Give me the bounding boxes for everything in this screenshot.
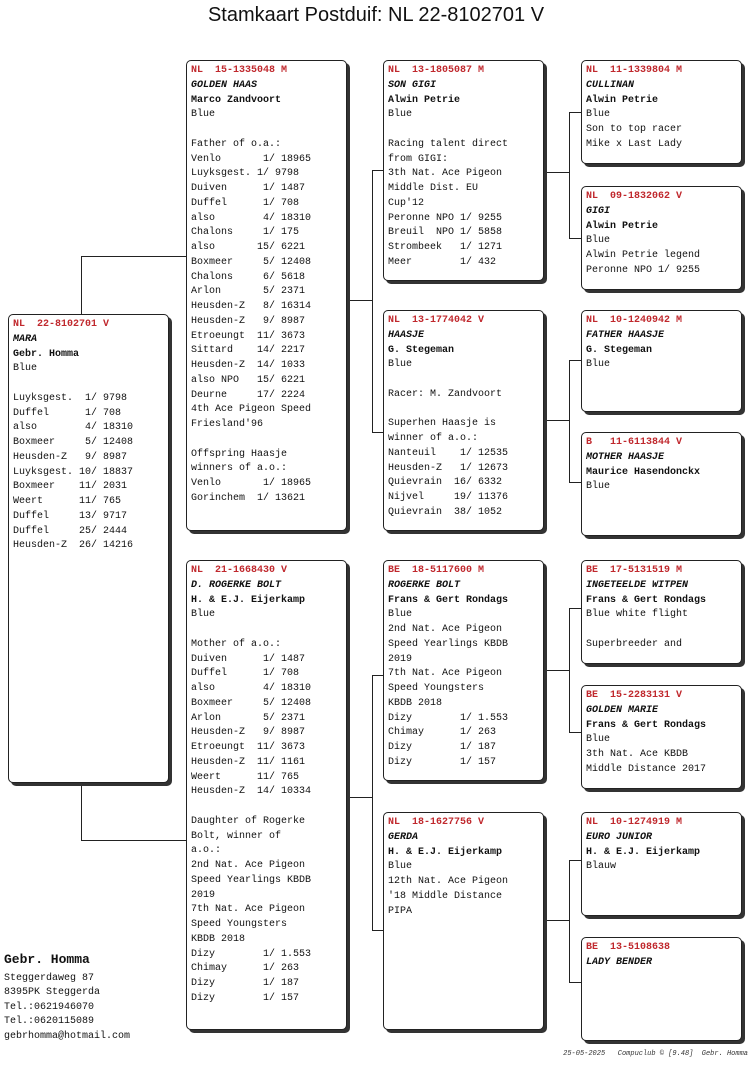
pedigree-card-fmm[interactable] — [581, 432, 742, 536]
card-line: Boxmeer 5/ 12408 — [191, 697, 312, 709]
card-line: Offspring Haasje — [191, 448, 288, 460]
card-line: 7th Nat. Ace Pigeon — [388, 668, 503, 680]
ring-number: NL 09-1832062 V — [586, 191, 683, 202]
pigeon-name: SON GIGI — [388, 79, 437, 91]
connector — [372, 170, 373, 432]
ring-number: NL 10-1240942 M — [586, 315, 683, 326]
connector — [544, 920, 569, 921]
breeder-name: Frans & Gert Rondags — [586, 719, 707, 731]
page-title: Stamkaart Postduif: NL 22-8102701 V — [207, 4, 545, 26]
card-line: also 4/ 18310 — [191, 683, 312, 694]
ring-number: NL 22-8102701 V — [13, 319, 110, 330]
breeder-name: Alwin Petrie — [586, 94, 659, 106]
breeder-name: G. Stegeman — [586, 344, 653, 356]
pedigree-card-mother-father[interactable] — [383, 560, 544, 781]
card-line: Deurne 17/ 2224 — [191, 389, 306, 401]
card-line: Heusden-Z 9/ 8987 — [13, 451, 128, 463]
card-line: Peronne NPO 1/ 9255 — [388, 212, 503, 224]
breeder-name: Frans & Gert Rondags — [388, 594, 509, 606]
card-line: Boxmeer 5/ 12408 — [191, 256, 312, 268]
ring-number: NL 21-1668430 V — [191, 565, 288, 576]
pedigree-card-fmf[interactable] — [581, 310, 742, 412]
connector — [81, 256, 186, 257]
ring-number: NL 11-1339804 M — [586, 65, 683, 76]
card-line: Heusden-Z 1/ 12673 — [388, 462, 509, 474]
card-line: Heusden-Z 11/ 1161 — [191, 756, 306, 768]
card-line: Blue — [586, 734, 611, 746]
card-line: Duiven 1/ 1487 — [191, 653, 306, 665]
card-line — [388, 123, 539, 138]
card-line: also 4/ 18310 — [191, 212, 312, 224]
owner-block — [4, 953, 130, 1044]
card-line: Blue — [388, 609, 413, 621]
ring-number: NL 10-1274919 M — [586, 817, 683, 828]
card-line: Breuil NPO 1/ 5858 — [388, 227, 503, 239]
card-line — [388, 403, 539, 418]
card-line: Speed Youngsters — [191, 919, 288, 930]
connector — [569, 608, 570, 732]
footer-credit: 25-05-2025 Compuclub © [9.48] Gebr. Homma — [563, 1050, 748, 1058]
card-line: Cup'12 — [388, 197, 425, 209]
card-line: Quievrain 38/ 1052 — [388, 506, 503, 518]
card-line: Meer 1/ 432 — [388, 256, 497, 268]
card-line: Dizy 1/ 187 — [191, 978, 300, 989]
card-line: Chimay 1/ 263 — [388, 727, 497, 739]
card-line: Blue — [586, 109, 611, 121]
card-line: Heusden-Z 26/ 14216 — [13, 540, 134, 552]
ring-number: BE 17-5131519 M — [586, 565, 683, 576]
card-line: Middle Distance 2017 — [586, 763, 707, 775]
pedigree-card-father[interactable] — [186, 60, 347, 531]
card-line: Heusden-Z 14/ 10334 — [191, 786, 312, 798]
card-line: Friesland'96 — [191, 419, 264, 430]
card-line: Heusden-Z 8/ 16314 — [191, 301, 312, 312]
pedigree-card-father-father[interactable] — [383, 60, 544, 281]
card-line: Racer: M. Zandvoort — [388, 388, 503, 400]
card-line: Daughter of Rogerke — [191, 815, 306, 827]
card-line: Sittard 14/ 2217 — [191, 345, 306, 357]
connector — [347, 797, 372, 798]
card-line: Venlo 1/ 18965 — [191, 478, 312, 489]
card-line: Speed Yearlings KBDB — [388, 638, 509, 650]
card-line: Alwin Petrie legend — [586, 250, 701, 261]
card-line: PIPA — [388, 905, 413, 917]
pigeon-name: LADY BENDER — [586, 956, 653, 968]
card-line: Heusden-Z 9/ 8987 — [191, 727, 306, 739]
card-line: Blue — [191, 109, 216, 121]
owner-email: gebrhomma@hotmail.com — [4, 1030, 131, 1042]
card-line: Duffel 25/ 2444 — [13, 525, 128, 537]
connector — [347, 300, 372, 301]
pedigree-card-mmf[interactable] — [581, 812, 742, 916]
card-line: Duffel 1/ 708 — [13, 407, 122, 419]
connector — [544, 172, 569, 173]
card-line: Blue — [388, 109, 413, 121]
ring-number: NL 13-1774042 V — [388, 315, 485, 326]
card-line — [586, 623, 737, 638]
card-line: Peronne NPO 1/ 9255 — [586, 264, 701, 276]
breeder-name: H. & E.J. Eijerkamp — [191, 594, 306, 606]
card-line: Duiven 1/ 1487 — [191, 183, 306, 194]
connector — [81, 256, 82, 314]
breeder-name: H. & E.J. Eijerkamp — [388, 846, 503, 858]
card-line: winner of a.o.: — [388, 433, 479, 444]
card-line: KBDB 2018 — [191, 933, 246, 945]
card-line: Weert 11/ 765 — [191, 771, 300, 783]
pedigree-card-father-mother[interactable] — [383, 310, 544, 531]
card-line — [191, 623, 342, 638]
card-line — [13, 377, 164, 392]
card-line: Chimay 1/ 263 — [191, 963, 300, 975]
connector — [372, 675, 373, 930]
ring-number: BE 15-2283131 V — [586, 690, 683, 701]
card-line: Weert 11/ 765 — [13, 496, 122, 507]
card-line: Mother of a.o.: — [191, 638, 282, 650]
card-line: Blue — [388, 861, 413, 873]
pigeon-name: ROGERKE BOLT — [388, 579, 461, 591]
card-line: 4th Ace Pigeon Speed — [191, 404, 312, 416]
breeder-name: G. Stegeman — [388, 344, 455, 356]
ring-number: BE 18-5117600 M — [388, 565, 485, 576]
ring-number: NL 13-1805087 M — [388, 65, 485, 76]
owner-line: Tel.:0621946070 — [4, 1001, 95, 1013]
pigeon-name: GIGI — [586, 205, 611, 217]
owner-line: Tel.:0620115089 — [4, 1016, 95, 1027]
pigeon-name: GOLDEN HAAS — [191, 79, 258, 91]
card-line — [388, 373, 539, 388]
pigeon-name: GERDA — [388, 831, 419, 843]
card-line: Nijvel 19/ 11376 — [388, 492, 509, 503]
breeder-name: Alwin Petrie — [586, 220, 659, 232]
card-line: Heusden-Z 14/ 1033 — [191, 360, 306, 371]
pigeon-name: FATHER HAASJE — [586, 329, 665, 341]
card-line: Chalons 6/ 5618 — [191, 271, 306, 283]
card-line: winners of a.o.: — [191, 463, 288, 475]
card-line: Dizy 1/ 157 — [191, 992, 300, 1004]
card-line: Venlo 1/ 18965 — [191, 153, 312, 165]
card-line: Speed Youngsters — [388, 683, 485, 694]
card-line: 7th Nat. Ace Pigeon — [191, 904, 306, 916]
card-line: also 4/ 18310 — [13, 422, 134, 434]
card-line: Dizy 1/ 187 — [388, 742, 497, 753]
breeder-name: Alwin Petrie — [388, 94, 461, 106]
card-line: Blauw — [586, 861, 617, 873]
card-line: KBDB 2018 — [388, 697, 443, 709]
card-line: Boxmeer 11/ 2031 — [13, 481, 128, 493]
ring-number: BE 13-5108638 — [586, 942, 671, 953]
card-line: Gorinchem 1/ 13621 — [191, 492, 306, 504]
card-line: Superbreeder and — [586, 638, 683, 650]
pigeon-name: EURO JUNIOR — [586, 831, 653, 843]
card-line: Strombeek 1/ 1271 — [388, 242, 503, 253]
pigeon-name: HAASJE — [388, 329, 425, 341]
card-line: Racing talent direct — [388, 138, 509, 150]
card-line: Luyksgest. 1/ 9798 — [191, 168, 300, 180]
pedigree-card-mother-mother[interactable] — [383, 812, 544, 1030]
pedigree-card-fff[interactable] — [581, 60, 742, 164]
card-line — [191, 433, 342, 448]
card-line: Son to top racer — [586, 124, 683, 135]
card-line: also NPO 15/ 6221 — [191, 374, 306, 386]
ring-number: NL 15-1335048 M — [191, 65, 288, 76]
pedigree-card-mother[interactable] — [186, 560, 347, 1030]
pedigree-card-mff[interactable] — [581, 560, 742, 664]
card-line: Boxmeer 5/ 12408 — [13, 437, 134, 448]
card-line: Blue white flight — [586, 609, 689, 621]
pigeon-name: MOTHER HAASJE — [586, 451, 665, 463]
card-line: Speed Yearlings KBDB — [191, 874, 312, 886]
card-line: Arlon 5/ 2371 — [191, 712, 306, 724]
card-line: 2nd Nat. Ace Pigeon — [191, 860, 306, 871]
pigeon-name: D. ROGERKE BOLT — [191, 579, 282, 591]
card-line: 3th Nat. Ace KBDB — [586, 749, 689, 760]
card-line: Blue — [586, 481, 611, 493]
connector — [569, 360, 570, 482]
owner-name: Gebr. Homma — [4, 952, 90, 967]
card-line: Blue — [191, 609, 216, 621]
card-line: 2019 — [388, 653, 413, 665]
ring-number: NL 18-1627756 V — [388, 817, 485, 828]
card-line: Luyksgest. 1/ 9798 — [13, 392, 128, 404]
card-line: Bolt, winner of — [191, 830, 282, 842]
ring-number: B 11-6113844 V — [586, 437, 683, 448]
card-line: from GIGI: — [388, 153, 449, 165]
card-line: Chalons 1/ 175 — [191, 227, 300, 239]
card-line: Mike x Last Lady — [586, 138, 683, 150]
card-line: Blue — [13, 363, 38, 375]
card-line: Duffel 1/ 708 — [191, 668, 300, 680]
pigeon-name: GOLDEN MARIE — [586, 704, 659, 716]
card-line: Superhen Haasje is — [388, 418, 497, 430]
pedigree-card-mmm[interactable] — [581, 937, 742, 1041]
pedigree-card-subject[interactable] — [8, 314, 169, 783]
pigeon-name: MARA — [13, 333, 38, 345]
card-line: 2nd Nat. Ace Pigeon — [388, 624, 503, 635]
card-line: Quievrain 16/ 6332 — [388, 477, 503, 489]
card-line: Etroeungt 11/ 3673 — [191, 330, 306, 342]
card-line: Etroeungt 11/ 3673 — [191, 742, 306, 753]
card-line: Middle Dist. EU — [388, 183, 479, 194]
card-line: 12th Nat. Ace Pigeon — [388, 876, 509, 887]
card-line: Duffel 13/ 9717 — [13, 510, 128, 522]
connector — [569, 860, 570, 982]
pigeon-name: INGETEELDE WITPEN — [586, 579, 689, 591]
owner-line: 8395PK Steggerda — [4, 987, 101, 998]
card-line: '18 Middle Distance — [388, 890, 503, 902]
card-line — [191, 123, 342, 138]
card-line: Blue — [586, 359, 611, 371]
pigeon-name: CULLINAN — [586, 79, 635, 91]
breeder-name: Frans & Gert Rondags — [586, 594, 707, 606]
owner-line: Steggerdaweg 87 — [4, 972, 95, 984]
card-line: Dizy 1/ 1.553 — [191, 948, 312, 960]
breeder-name: Gebr. Homma — [13, 348, 80, 360]
card-line — [191, 800, 342, 815]
card-line: Duffel 1/ 708 — [191, 197, 300, 209]
card-line: 3th Nat. Ace Pigeon — [388, 168, 503, 180]
connector — [81, 783, 82, 840]
connector — [544, 670, 569, 671]
card-line: a.o.: — [191, 845, 222, 857]
card-line: Blue — [586, 235, 611, 247]
breeder-name: Maurice Hasendonckx — [586, 466, 701, 478]
card-line: Arlon 5/ 2371 — [191, 286, 306, 298]
connector — [81, 840, 186, 841]
breeder-name: Marco Zandvoort — [191, 94, 282, 106]
card-line: Dizy 1/ 1.553 — [388, 712, 509, 724]
card-line: Blue — [388, 359, 413, 371]
pedigree-card-ffm[interactable] — [581, 186, 742, 290]
card-line: Dizy 1/ 157 — [388, 756, 497, 768]
card-line: Nanteuil 1/ 12535 — [388, 447, 509, 459]
connector — [569, 112, 570, 238]
breeder-name: H. & E.J. Eijerkamp — [586, 846, 701, 858]
connector — [544, 420, 569, 421]
pedigree-card-mfm[interactable] — [581, 685, 742, 789]
card-line: Heusden-Z 9/ 8987 — [191, 315, 306, 327]
card-line: Luyksgest. 10/ 18837 — [13, 466, 134, 478]
card-line: also 15/ 6221 — [191, 242, 306, 253]
card-line: Father of o.a.: — [191, 138, 282, 150]
card-line: 2019 — [191, 889, 216, 901]
